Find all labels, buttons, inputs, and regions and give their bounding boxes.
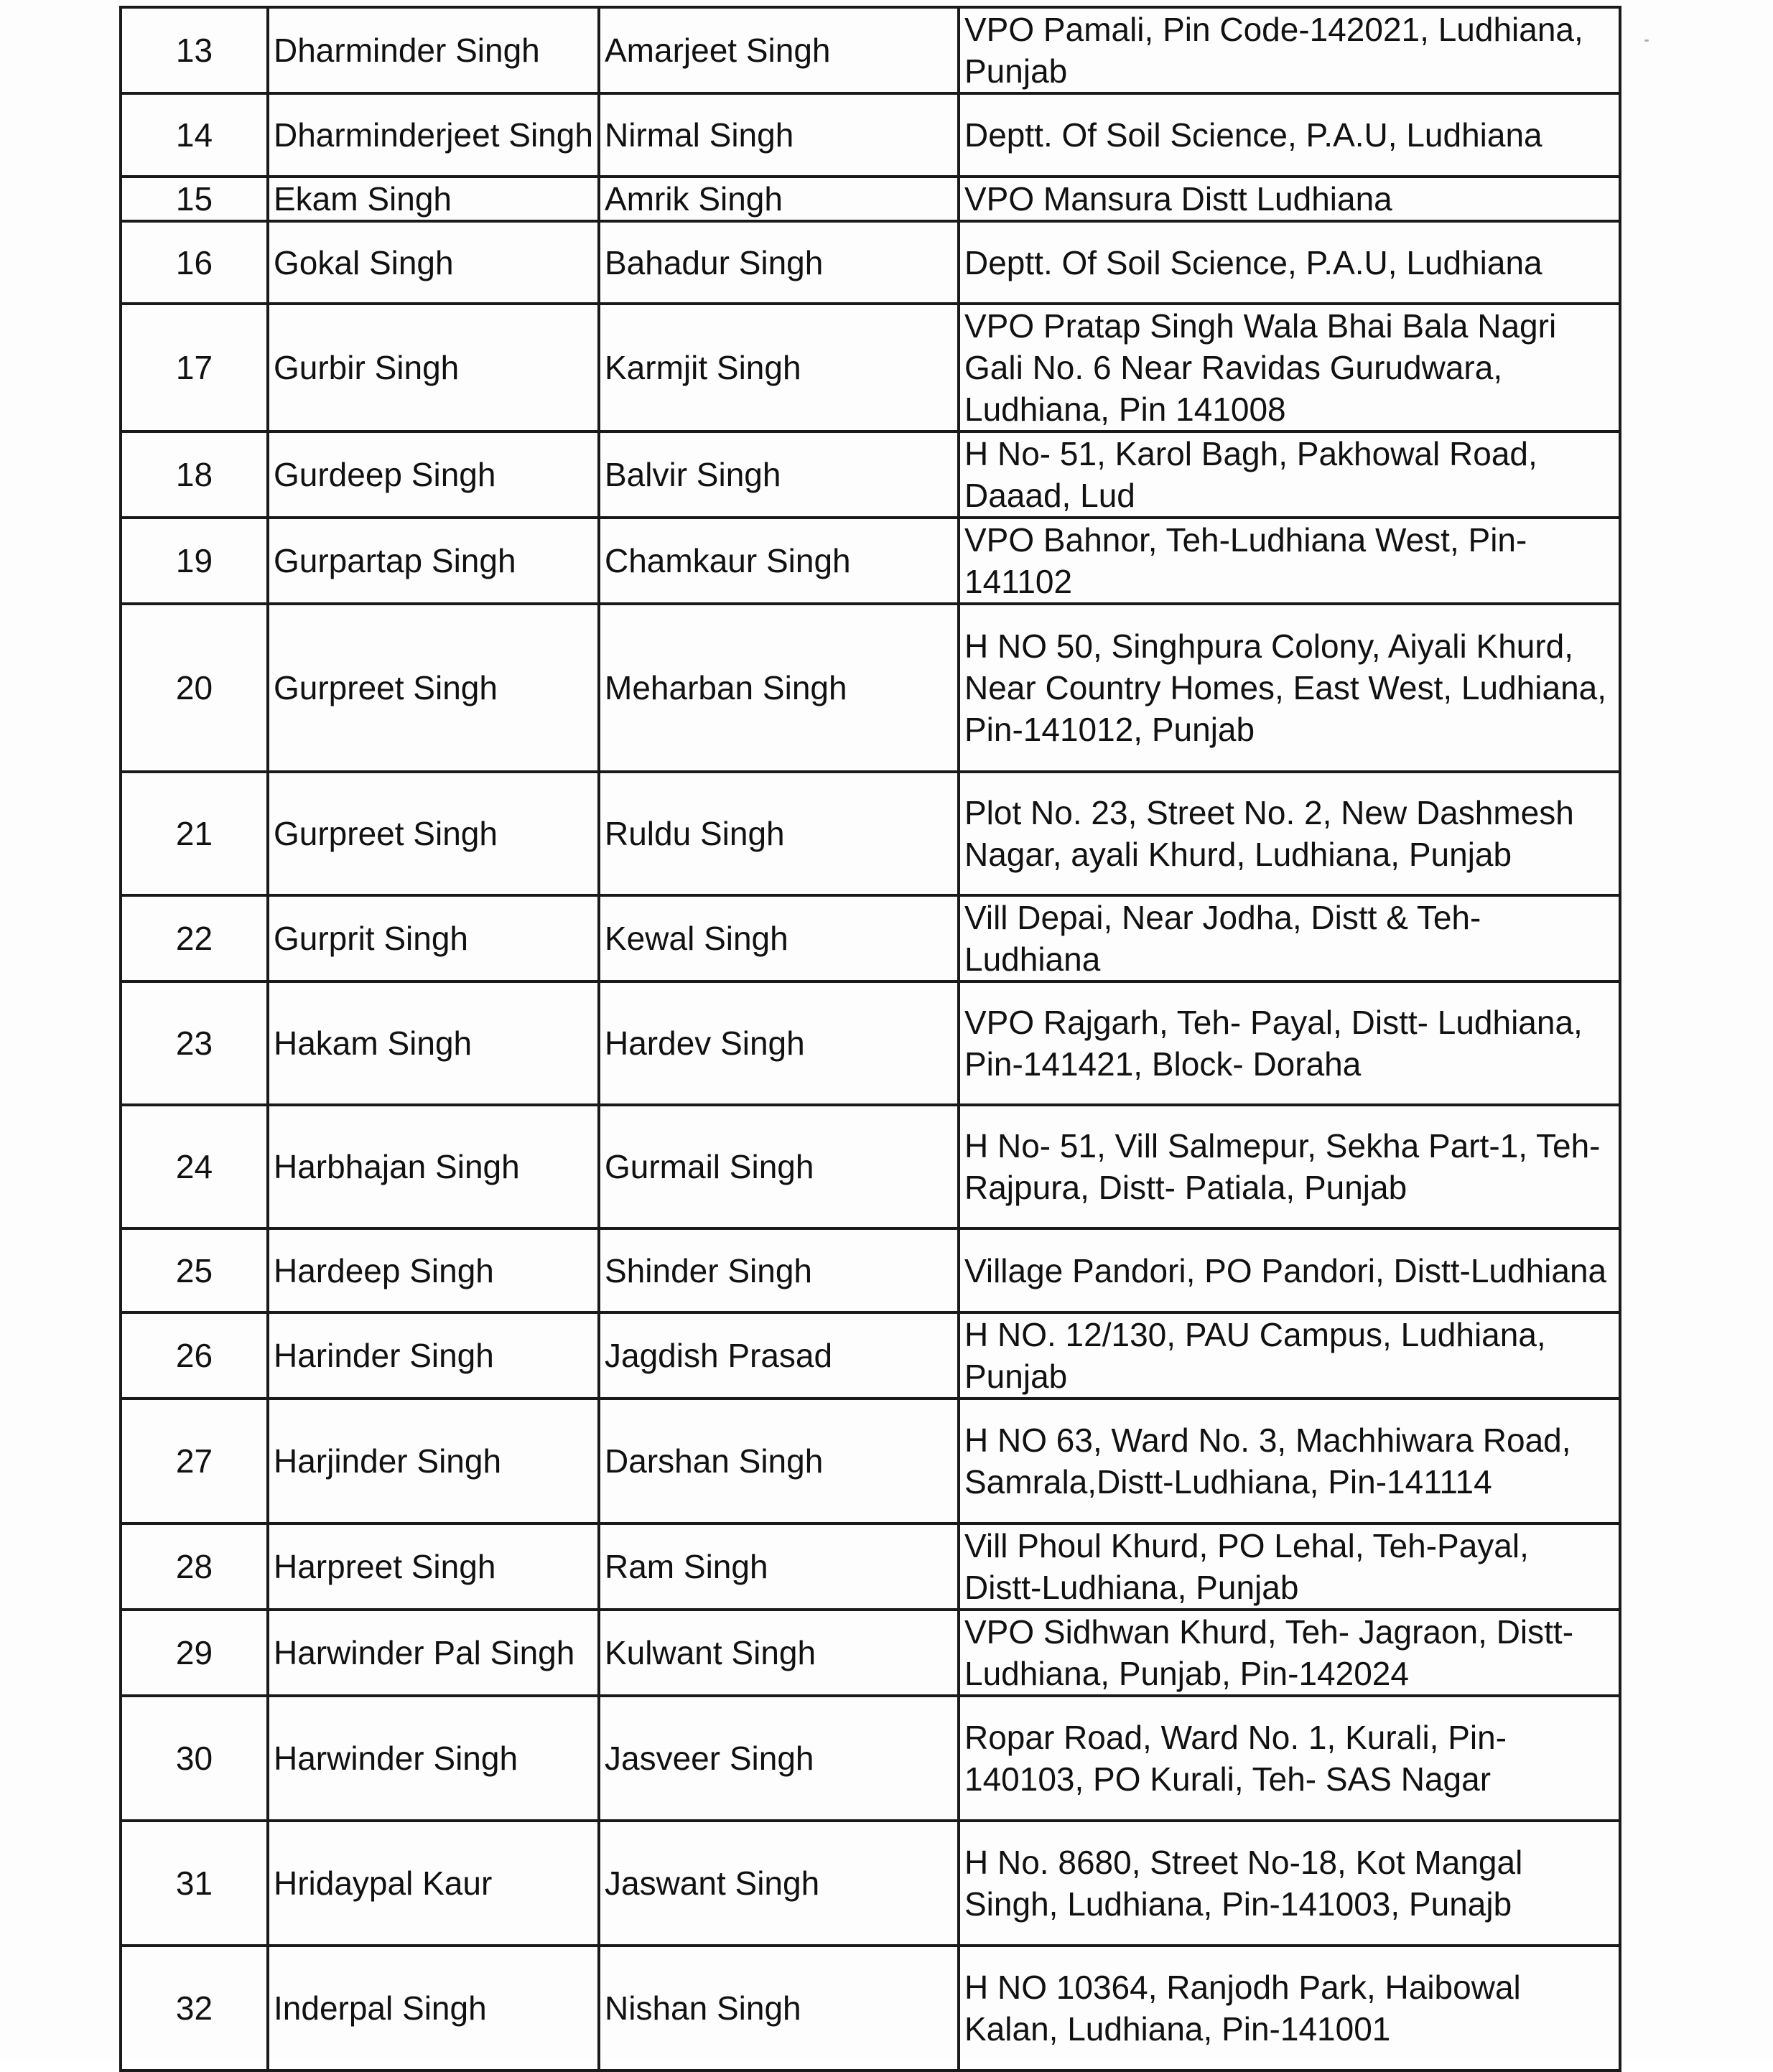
father-name-cell: Jagdish Prasad <box>599 1312 959 1399</box>
address-cell: H NO. 12/130, PAU Campus, Ludhiana, Punjab <box>959 1312 1620 1399</box>
table-row <box>121 1946 1620 2071</box>
name-cell: Gurdeep Singh <box>268 431 599 518</box>
father-name-cell: Amrik Singh <box>599 177 959 221</box>
table-row <box>121 1105 1620 1228</box>
name-cell: Inderpal Singh <box>268 1946 599 2071</box>
father-name-cell: Kulwant Singh <box>599 1610 959 1696</box>
serial-number-cell: 28 <box>121 1523 268 1610</box>
scan-speck <box>1644 39 1649 42</box>
table-row <box>121 1821 1620 1946</box>
table-row <box>121 981 1620 1105</box>
father-name-cell: Gurmail Singh <box>599 1105 959 1228</box>
address-cell: H NO 50, Singhpura Colony, Aiyali Khurd, Near Country Homes, East West, Ludhiana, Pin-141012, Punjab <box>959 604 1620 772</box>
roster-body <box>121 7 1620 2071</box>
address-cell: VPO Pamali, Pin Code-142021, Ludhiana, Punjab <box>959 7 1620 93</box>
name-cell: Harpreet Singh <box>268 1523 599 1610</box>
table-row <box>121 1523 1620 1610</box>
serial-number-cell: 19 <box>121 518 268 604</box>
father-name-cell: Bahadur Singh <box>599 221 959 304</box>
table-row <box>121 177 1620 221</box>
table-row <box>121 772 1620 895</box>
table-row <box>121 221 1620 304</box>
father-name-cell: Meharban Singh <box>599 604 959 772</box>
serial-number-cell: 30 <box>121 1696 268 1821</box>
serial-number-cell: 27 <box>121 1399 268 1523</box>
name-cell: Hakam Singh <box>268 981 599 1105</box>
father-name-cell: Ruldu Singh <box>599 772 959 895</box>
serial-number-cell: 29 <box>121 1610 268 1696</box>
table-row <box>121 1610 1620 1696</box>
name-cell: Dharminder Singh <box>268 7 599 93</box>
address-cell: H NO 10364, Ranjodh Park, Haibowal Kalan, Ludhiana, Pin-141001 <box>959 1946 1620 2071</box>
address-cell: VPO Mansura Distt Ludhiana <box>959 177 1620 221</box>
father-name-cell: Nishan Singh <box>599 1946 959 2071</box>
table-row <box>121 431 1620 518</box>
name-cell: Harbhajan Singh <box>268 1105 599 1228</box>
name-cell: Gurpreet Singh <box>268 772 599 895</box>
address-cell: H No- 51, Karol Bagh, Pakhowal Road, Daaad, Lud <box>959 431 1620 518</box>
table-row <box>121 1696 1620 1821</box>
table-row <box>121 895 1620 981</box>
table-row <box>121 304 1620 431</box>
name-cell: Gurpartap Singh <box>268 518 599 604</box>
father-name-cell: Balvir Singh <box>599 431 959 518</box>
table-row <box>121 1312 1620 1399</box>
name-cell: Gurpreet Singh <box>268 604 599 772</box>
father-name-cell: Shinder Singh <box>599 1228 959 1312</box>
name-cell: Harwinder Pal Singh <box>268 1610 599 1696</box>
name-cell: Gokal Singh <box>268 221 599 304</box>
serial-number-cell: 26 <box>121 1312 268 1399</box>
roster-table <box>119 6 1621 2072</box>
serial-number-cell: 15 <box>121 177 268 221</box>
father-name-cell: Kewal Singh <box>599 895 959 981</box>
serial-number-cell: 32 <box>121 1946 268 2071</box>
name-cell: Dharminderjeet Singh <box>268 93 599 177</box>
serial-number-cell: 22 <box>121 895 268 981</box>
address-cell: Vill Depai, Near Jodha, Distt & Teh-Ludhiana <box>959 895 1620 981</box>
name-cell: Gurbir Singh <box>268 304 599 431</box>
address-cell: H No. 8680, Street No-18, Kot Mangal Singh, Ludhiana, Pin-141003, Punajb <box>959 1821 1620 1946</box>
table-row <box>121 1399 1620 1523</box>
father-name-cell: Hardev Singh <box>599 981 959 1105</box>
serial-number-cell: 13 <box>121 7 268 93</box>
serial-number-cell: 21 <box>121 772 268 895</box>
serial-number-cell: 18 <box>121 431 268 518</box>
father-name-cell: Ram Singh <box>599 1523 959 1610</box>
table-row <box>121 604 1620 772</box>
address-cell: VPO Bahnor, Teh-Ludhiana West, Pin-141102 <box>959 518 1620 604</box>
father-name-cell: Chamkaur Singh <box>599 518 959 604</box>
name-cell: Harjinder Singh <box>268 1399 599 1523</box>
serial-number-cell: 31 <box>121 1821 268 1946</box>
name-cell: Ekam Singh <box>268 177 599 221</box>
father-name-cell: Karmjit Singh <box>599 304 959 431</box>
address-cell: H No- 51, Vill Salmepur, Sekha Part-1, Teh-Rajpura, Distt- Patiala, Punjab <box>959 1105 1620 1228</box>
address-cell: Deptt. Of Soil Science, P.A.U, Ludhiana <box>959 221 1620 304</box>
address-cell: Ropar Road, Ward No. 1, Kurali, Pin-140103, PO Kurali, Teh- SAS Nagar <box>959 1696 1620 1821</box>
address-cell: VPO Pratap Singh Wala Bhai Bala Nagri Gali No. 6 Near Ravidas Gurudwara, Ludhiana, Pin 141008 <box>959 304 1620 431</box>
name-cell: Hridaypal Kaur <box>268 1821 599 1946</box>
address-cell: Deptt. Of Soil Science, P.A.U, Ludhiana <box>959 93 1620 177</box>
serial-number-cell: 16 <box>121 221 268 304</box>
father-name-cell: Nirmal Singh <box>599 93 959 177</box>
serial-number-cell: 17 <box>121 304 268 431</box>
serial-number-cell: 25 <box>121 1228 268 1312</box>
table-row <box>121 1228 1620 1312</box>
table-row <box>121 7 1620 93</box>
name-cell: Hardeep Singh <box>268 1228 599 1312</box>
address-cell: VPO Rajgarh, Teh- Payal, Distt- Ludhiana, Pin-141421, Block- Doraha <box>959 981 1620 1105</box>
father-name-cell: Darshan Singh <box>599 1399 959 1523</box>
name-cell: Gurprit Singh <box>268 895 599 981</box>
father-name-cell: Jaswant Singh <box>599 1821 959 1946</box>
name-cell: Harwinder Singh <box>268 1696 599 1821</box>
serial-number-cell: 24 <box>121 1105 268 1228</box>
address-cell: Village Pandori, PO Pandori, Distt-Ludhiana <box>959 1228 1620 1312</box>
serial-number-cell: 14 <box>121 93 268 177</box>
father-name-cell: Jasveer Singh <box>599 1696 959 1821</box>
address-cell: VPO Sidhwan Khurd, Teh- Jagraon, Distt-Ludhiana, Punjab, Pin-142024 <box>959 1610 1620 1696</box>
table-row <box>121 93 1620 177</box>
serial-number-cell: 23 <box>121 981 268 1105</box>
serial-number-cell: 20 <box>121 604 268 772</box>
address-cell: Plot No. 23, Street No. 2, New Dashmesh Nagar, ayali Khurd, Ludhiana, Punjab <box>959 772 1620 895</box>
father-name-cell: Amarjeet Singh <box>599 7 959 93</box>
name-cell: Harinder Singh <box>268 1312 599 1399</box>
table-row <box>121 518 1620 604</box>
address-cell: Vill Phoul Khurd, PO Lehal, Teh-Payal, Distt-Ludhiana, Punjab <box>959 1523 1620 1610</box>
address-cell: H NO 63, Ward No. 3, Machhiwara Road, Samrala,Distt-Ludhiana, Pin-141114 <box>959 1399 1620 1523</box>
